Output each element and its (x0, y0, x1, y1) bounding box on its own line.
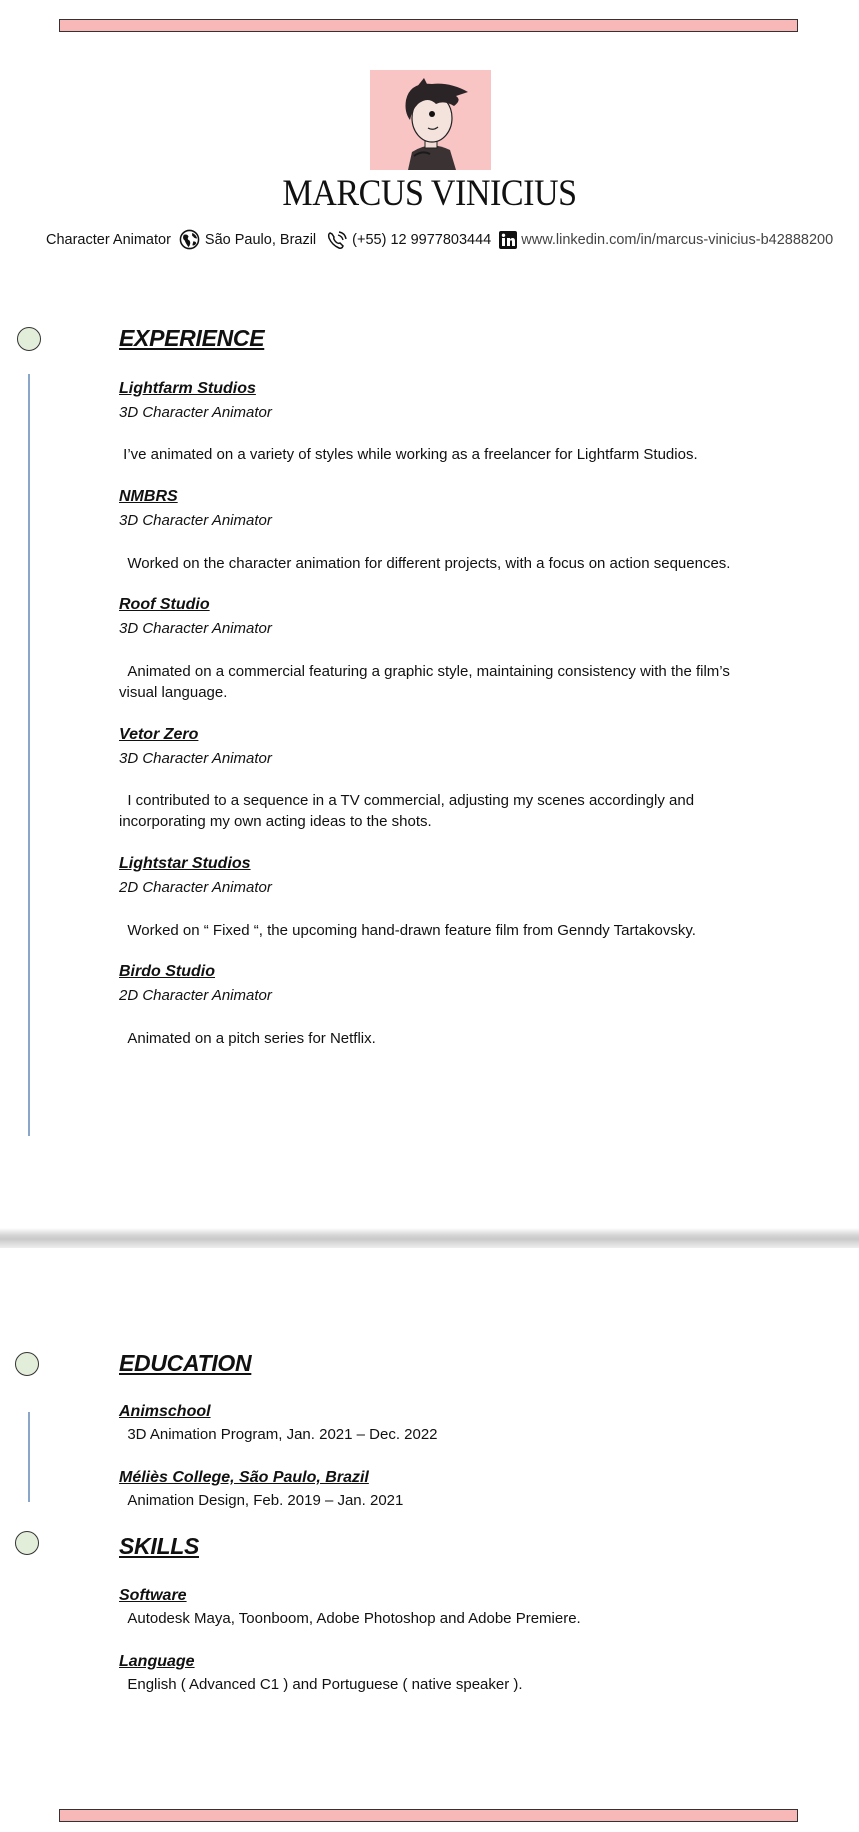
experience-company: Roof Studio (119, 596, 210, 613)
experience-company: Birdo Studio (119, 963, 215, 980)
experience-company: Vetor Zero (119, 726, 199, 743)
experience-marker (17, 327, 41, 351)
experience-role: 3D Character Animator (119, 404, 272, 421)
experience-heading: EXPERIENCE (119, 325, 265, 351)
experience-role: 2D Character Animator (119, 987, 272, 1004)
experience-role: 3D Character Animator (119, 512, 272, 529)
education-school: Animschool (119, 1403, 211, 1420)
skill-detail: Autodesk Maya, Toonboom, Adobe Photoshop and Adobe Premiere. (119, 1610, 581, 1627)
contact-line (46, 229, 833, 250)
bottom-accent-bar (59, 1809, 798, 1822)
experience-role: 3D Character Animator (119, 620, 272, 637)
globe-icon (179, 229, 200, 250)
education-timeline (28, 1412, 30, 1502)
experience-description: I’ve animated on a variety of styles while working as a freelancer for Lightfarm Studios. (119, 446, 698, 463)
phone-number: (+55) 12 9977803444 (352, 231, 492, 248)
experience-company: Lightstar Studios (119, 855, 251, 872)
education-marker (15, 1352, 39, 1376)
linkedin-icon (499, 231, 517, 249)
education-heading: EDUCATION (119, 1350, 252, 1376)
skill-label: Language (119, 1653, 195, 1670)
job-title: Character Animator (46, 231, 171, 248)
skills-marker (15, 1531, 39, 1555)
experience-role: 2D Character Animator (119, 879, 272, 896)
profile-avatar (370, 70, 491, 170)
experience-description: Worked on the character animation for different projects, with a focus on action sequences. (119, 555, 731, 572)
phone-icon (326, 230, 348, 250)
experience-company: Lightfarm Studios (119, 380, 256, 397)
education-school: Méliès College, São Paulo, Brazil (119, 1469, 369, 1486)
experience-description: Animated on a pitch series for Netflix. (119, 1030, 376, 1047)
top-accent-bar (59, 19, 798, 32)
experience-role: 3D Character Animator (119, 750, 272, 767)
experience-description: Worked on “ Fixed “, the upcoming hand-drawn feature film from Genndy Tartakovsky. (119, 922, 696, 939)
experience-company: NMBRS (119, 488, 178, 505)
experience-description: I contributed to a sequence in a TV commercial, adjusting my scenes accordingly and incorporating my own acting ideas to the shots. (119, 792, 699, 830)
experience-description: Animated on a commercial featuring a graphic style, maintaining consistency with the film’s visual language. (119, 663, 735, 701)
skills-heading: SKILLS (119, 1533, 199, 1559)
page-break (0, 1228, 859, 1248)
location-text: São Paulo, Brazil (204, 231, 317, 248)
education-detail: 3D Animation Program, Jan. 2021 – Dec. 2022 (119, 1426, 438, 1443)
education-detail: Animation Design, Feb. 2019 – Jan. 2021 (119, 1492, 404, 1509)
linkedin-link[interactable]: www.linkedin.com/in/marcus-vinicius-b42888200 (521, 231, 834, 248)
skill-label: Software (119, 1587, 187, 1604)
candidate-name: MARCUS VINICIUS (282, 173, 577, 214)
skill-detail: English ( Advanced C1 ) and Portuguese ( native speaker ). (119, 1676, 523, 1693)
experience-timeline (28, 374, 30, 1136)
